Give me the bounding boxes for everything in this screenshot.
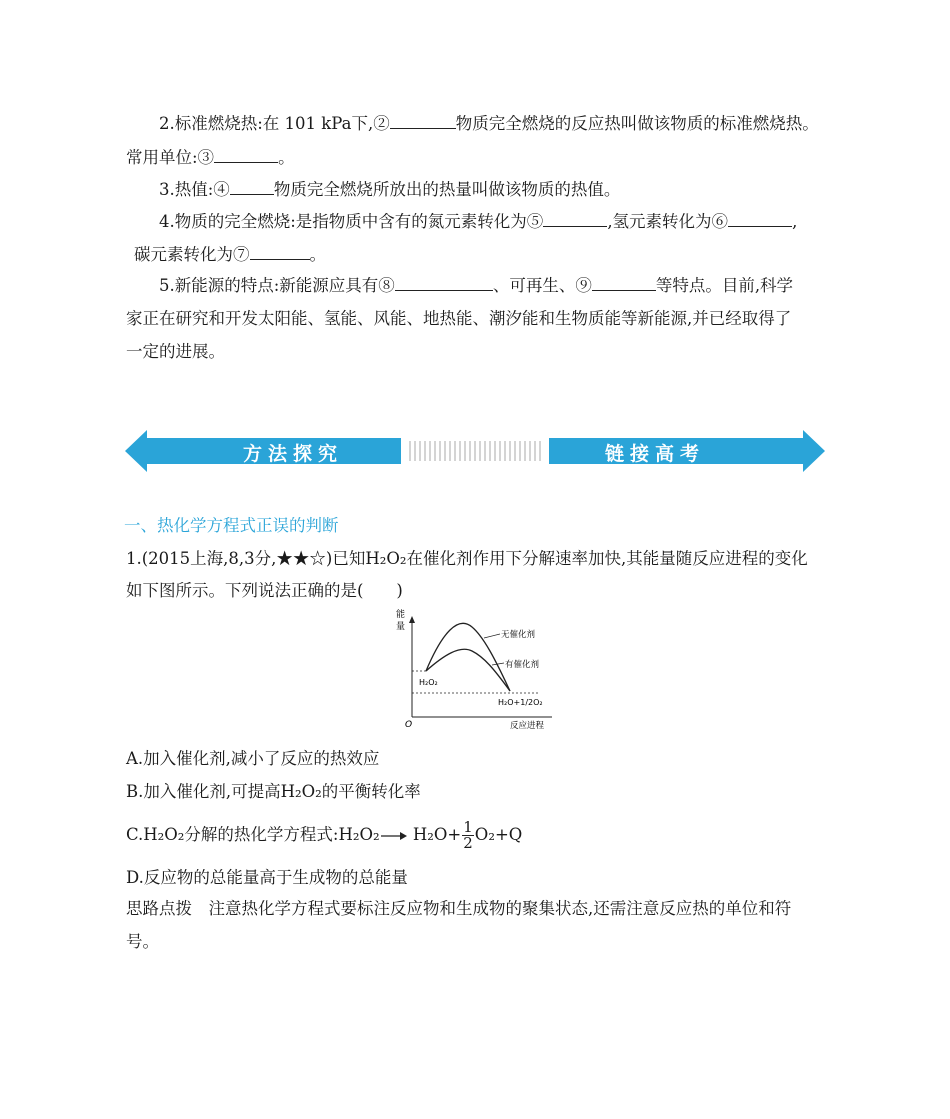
option-c-text-a: C.H₂O₂分解的热化学方程式:H₂O₂ bbox=[126, 825, 380, 844]
question-stem-line-2: 如下图所示。下列说法正确的是( ) bbox=[126, 581, 403, 600]
x-axis-label: 反应进程 bbox=[510, 721, 545, 730]
item-5-line-3: 一定的进展。 bbox=[126, 342, 225, 361]
curve-with-catalyst bbox=[426, 649, 510, 691]
item-4-text-c: , bbox=[792, 212, 798, 231]
section-title: 一、热化学方程式正误的判断 bbox=[124, 516, 339, 535]
question-stem-line-1: 1.(2015上海,8,3分,★★☆)已知H₂O₂在催化剂作用下分解速率加快,其能量随反应进程的变化 bbox=[126, 549, 808, 568]
curve-no-catalyst bbox=[426, 623, 510, 691]
energy-diagram bbox=[380, 605, 560, 730]
item-4-text-d: 碳元素转化为⑦ bbox=[134, 245, 250, 264]
reaction-arrow-icon bbox=[381, 831, 407, 841]
item-3-text-a: 3.热值:④ bbox=[159, 180, 230, 199]
blank-9 bbox=[592, 274, 656, 291]
item-2-text-a: 2.标准燃烧热:在 101 kPa下,② bbox=[159, 114, 390, 133]
hint-line-1: 思路点拨 注意热化学方程式要标注反应物和生成物的聚集状态,还需注意反应热的单位和符 bbox=[126, 899, 792, 918]
item-2-text-c: 常用单位:③ bbox=[126, 148, 215, 167]
hint-line-2: 号。 bbox=[126, 932, 159, 951]
option-a: A.加入催化剂,减小了反应的热效应 bbox=[126, 749, 380, 768]
origin-label: O bbox=[405, 720, 413, 730]
option-c-text-c: O₂+Q bbox=[474, 825, 523, 844]
item-2-line-2 bbox=[126, 146, 295, 169]
blank-7 bbox=[250, 243, 310, 260]
fraction-numerator: 1 bbox=[463, 818, 473, 836]
item-3-text-b: 物质完全燃烧所放出的热量叫做该物质的热值。 bbox=[273, 180, 621, 199]
option-d: D.反应物的总能量高于生成物的总能量 bbox=[126, 868, 408, 887]
banner-left-label: 方法探究 bbox=[243, 443, 344, 465]
item-4-text-a: 4.物质的完全燃烧:是指物质中含有的氮元素转化为⑤ bbox=[159, 212, 544, 231]
section-banner bbox=[125, 430, 825, 472]
item-5-line-1 bbox=[159, 274, 793, 297]
item-4-text-e: 。 bbox=[309, 245, 326, 264]
reactant-label: H₂O₂ bbox=[419, 678, 438, 687]
item-5-line-2: 家正在研究和开发太阳能、氢能、风能、地热能、潮汐能和生物质能等新能源,并已经取得了 bbox=[126, 309, 792, 328]
curve-low-label: 有催化剂 bbox=[505, 660, 540, 670]
option-c bbox=[126, 820, 522, 851]
option-c-text-b: H₂O+ bbox=[407, 825, 462, 844]
banner-right-label: 链接高考 bbox=[605, 443, 706, 465]
blank-3 bbox=[214, 146, 278, 163]
item-4-text-b: ,氢元素转化为⑥ bbox=[607, 212, 729, 231]
item-3-line bbox=[159, 178, 620, 201]
item-2-text-b: 物质完全燃烧的反应热叫做该物质的标准燃烧热。 bbox=[455, 114, 819, 133]
product-label: H₂O+1/2O₂ bbox=[498, 698, 543, 707]
y-axis-arrow bbox=[409, 616, 415, 623]
y-axis-label-1: 能 bbox=[396, 610, 406, 620]
curve-high-label: 无催化剂 bbox=[501, 630, 536, 640]
item-5-text-b: 、可再生、⑨ bbox=[492, 276, 592, 295]
blank-5 bbox=[543, 210, 607, 227]
banner-graphic bbox=[125, 430, 825, 472]
item-4-line-2 bbox=[134, 243, 326, 266]
banner-divider-stripes bbox=[410, 441, 540, 461]
blank-6 bbox=[728, 210, 792, 227]
blank-8 bbox=[395, 274, 493, 291]
item-5-text-c: 等特点。目前,科学 bbox=[655, 276, 794, 295]
item-5-text-a: 5.新能源的特点:新能源应具有⑧ bbox=[159, 276, 395, 295]
y-axis-label-2: 量 bbox=[396, 622, 406, 632]
fraction-denominator: 2 bbox=[463, 834, 473, 852]
blank-4 bbox=[230, 178, 274, 195]
item-2-line-1 bbox=[159, 112, 819, 135]
energy-diagram-svg bbox=[380, 605, 560, 730]
label-pointer-high bbox=[484, 634, 500, 638]
option-b: B.加入催化剂,可提高H₂O₂的平衡转化率 bbox=[126, 782, 421, 801]
fraction-one-half bbox=[462, 820, 474, 851]
blank-2 bbox=[390, 112, 456, 129]
item-2-text-d: 。 bbox=[278, 148, 295, 167]
item-4-line-1 bbox=[159, 210, 797, 233]
